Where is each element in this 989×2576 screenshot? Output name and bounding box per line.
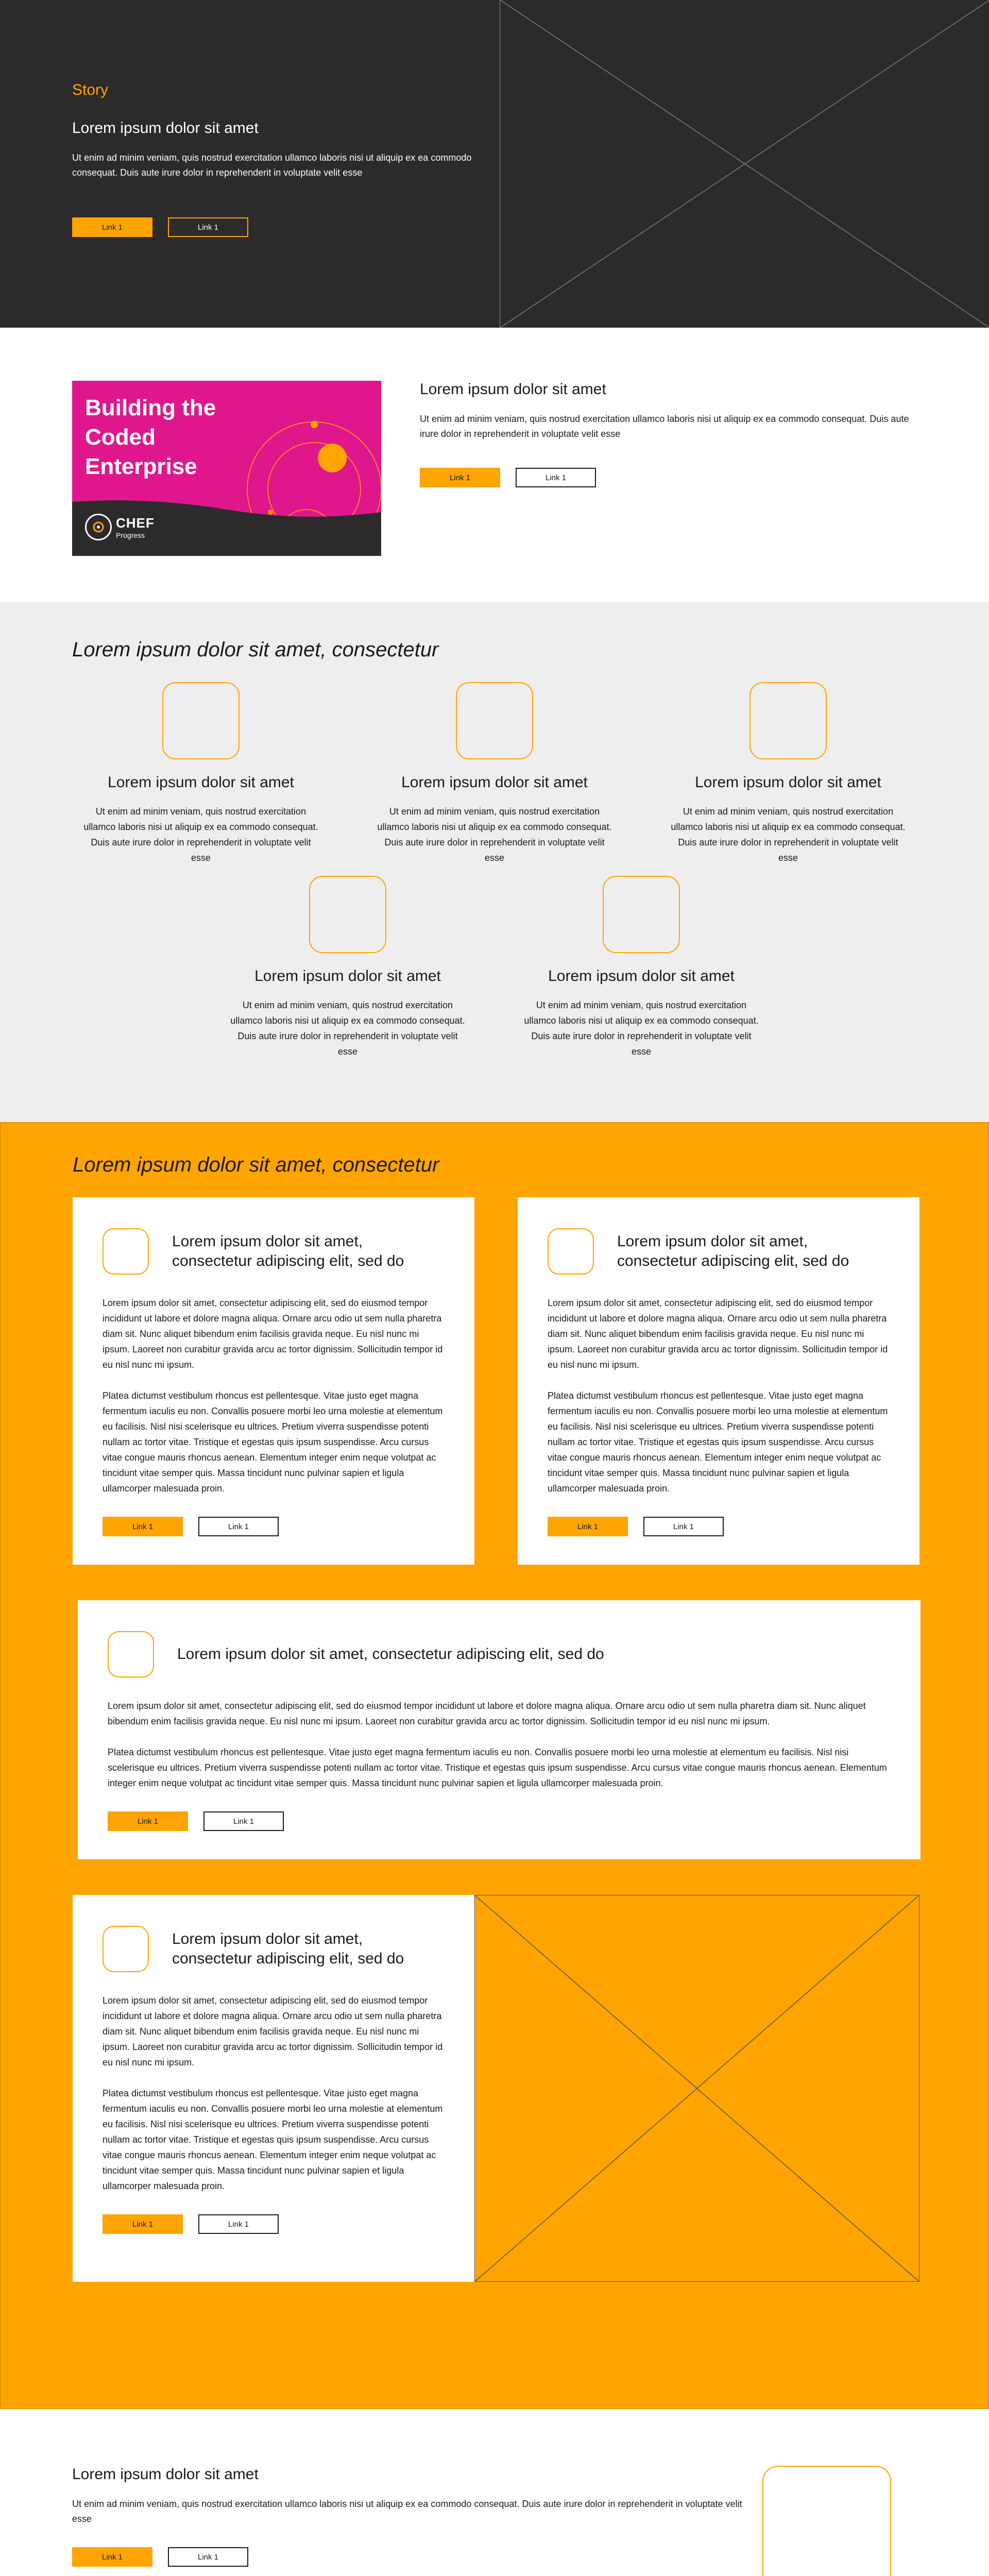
feature-title: Lorem ipsum dolor sit amet	[420, 381, 606, 398]
card-paragraph: Lorem ipsum dolor sit amet, consectetur adipiscing elit, sed do eiusmod tempor incididunt ut labore et dolore magna aliqua. Ornare arcu odio ut sem nulla pharetra diam sit. Nunc aliquet bibendum enim facilisis gravida neque. Eu nisl nunc mi ipsum. Laoreet non curabitur gravida arcu ac tortor dignissim. Sollicitudin tempor id eu nisl nunc mi ipsum.	[108, 1701, 866, 1726]
card-header	[108, 1631, 891, 1677]
icon-grid-item-text: Ut enim ad minim veniam, quis nostrud exercitation ullamco laboris nisi ut aliquip ex ea commodo consequat. Duis aute irure dolor in reprehenderit in voluptate velit esse	[230, 1000, 465, 1057]
hero-content	[0, 0, 500, 328]
card-title: Lorem ipsum dolor sit amet, consectetur adipiscing elit, sed do	[172, 1233, 404, 1269]
content-card	[518, 1197, 919, 1565]
card-header	[103, 1926, 445, 1972]
card-link-secondary[interactable]: Link 1	[203, 1811, 284, 1831]
placeholder-icon	[603, 876, 680, 953]
chef-wordmark	[116, 515, 155, 539]
card-header	[103, 1228, 445, 1275]
cta-section	[0, 2409, 989, 2576]
chef-mark-icon	[85, 514, 112, 540]
feature-text: Ut enim ad minim veniam, quis nostrud exercitation ullamco laboris nisi ut aliquip ex ea commodo consequat. Duis aute irure dolor in reprehenderit in voluptate velit esse	[420, 414, 909, 439]
hero-image-placeholder	[500, 0, 989, 328]
feature-banner-title: Building the Coded Enterprise	[85, 395, 216, 479]
feature-buttons	[420, 468, 925, 487]
icon-grid-row	[0, 682, 989, 866]
media-image-placeholder	[474, 1895, 919, 2282]
card-row	[1, 1197, 988, 1565]
placeholder-icon	[762, 2466, 891, 2576]
hero-eyebrow: Story	[72, 81, 109, 98]
orange-heading: Lorem ipsum dolor sit amet, consectetur	[73, 1154, 439, 1176]
card-paragraph: Platea dictumst vestibulum rhoncus est pellentesque. Vitae justo eget magna fermentum iaculis eu non. Convallis posuere morbi leo urna molestie at elementum eu facilisis. Nisl nisi scelerisque eu ultrices. Pretium viverra suspendisse potenti nullam ac tortor vitae. Tristique et egestas quis ipsum suspendisse. Arcu cursus vitae congue mauris rhoncus aenean. Elementum integer enim neque volutpat ac tincidunt vitae semper quis. Massa tincidunt nunc pulvinar sapien et ligula ullamcorper malesuada proin.	[548, 1391, 888, 1494]
icon-grid-item-text: Ut enim ad minim veniam, quis nostrud exercitation ullamco laboris nisi ut aliquip ex ea commodo consequat. Duis aute irure dolor in reprehenderit in voluptate velit esse	[83, 806, 318, 863]
feature-content	[420, 381, 925, 602]
icon-grid-item-text: Ut enim ad minim veniam, quis nostrud exercitation ullamco laboris nisi ut aliquip ex ea commodo consequat. Duis aute irure dolor in reprehenderit in voluptate velit esse	[377, 806, 612, 863]
placeholder-icon	[749, 682, 827, 759]
placeholder-cross-icon	[500, 0, 989, 328]
placeholder-icon	[108, 1631, 154, 1677]
media-card-row	[73, 1895, 988, 2282]
icon-grid-section	[0, 602, 989, 1122]
icon-grid-item-text: Ut enim ad minim veniam, quis nostrud exercitation ullamco laboris nisi ut aliquip ex ea commodo consequat. Duis aute irure dolor in reprehenderit in voluptate velit esse	[524, 1000, 759, 1057]
placeholder-icon	[309, 876, 386, 953]
card-link-primary[interactable]: Link 1	[108, 1811, 188, 1831]
card-buttons	[108, 1811, 891, 1831]
feature-section	[0, 328, 989, 602]
cta-title: Lorem ipsum dolor sit amet	[72, 2466, 259, 2483]
icon-grid-row	[0, 876, 989, 1059]
placeholder-icon	[548, 1228, 594, 1275]
feature-link-secondary[interactable]: Link 1	[516, 468, 596, 487]
wide-content-card	[78, 1600, 920, 1859]
card-paragraph: Platea dictumst vestibulum rhoncus est pellentesque. Vitae justo eget magna fermentum iaculis eu non. Convallis posuere morbi leo urna molestie at elementum eu facilisis. Nisl nisi scelerisque eu ultrices. Pretium viverra suspendisse potenti nullam ac tortor vitae. Tristique et egestas quis ipsum suspendisse. Arcu cursus vitae congue mauris rhoncus aenean. Elementum integer enim neque volutpat ac tincidunt vitae semper quis. Massa tincidunt nunc pulvinar sapien et ligula ullamcorper malesuada proin.	[108, 1747, 887, 1788]
icon-grid-item-title: Lorem ipsum dolor sit amet	[695, 774, 881, 791]
cta-content	[72, 2466, 762, 2576]
chef-logo	[85, 514, 155, 540]
icon-grid-item	[494, 876, 788, 1059]
placeholder-icon	[456, 682, 533, 759]
chef-sub: Progress	[116, 531, 145, 539]
card-buttons	[103, 2214, 445, 2234]
hero-section	[0, 0, 989, 328]
feature-link-primary[interactable]: Link 1	[420, 468, 500, 487]
card-title: Lorem ipsum dolor sit amet, consectetur adipiscing elit, sed do	[177, 1646, 604, 1663]
icon-grid-item-title: Lorem ipsum dolor sit amet	[548, 968, 735, 985]
card-title: Lorem ipsum dolor sit amet, consectetur adipiscing elit, sed do	[172, 1930, 404, 1967]
card-paragraph: Lorem ipsum dolor sit amet, consectetur adipiscing elit, sed do eiusmod tempor incididunt ut labore et dolore magna aliqua. Ornare arcu odio ut sem nulla pharetra diam sit. Nunc aliquet bibendum enim facilisis gravida neque. Eu nisl nunc mi ipsum. Laoreet non curabitur gravida arcu ac tortor dignissim. Sollicitudin tempor id eu nisl nunc mi ipsum.	[103, 1995, 443, 2067]
hero-title: Lorem ipsum dolor sit amet	[72, 120, 259, 137]
card-paragraph: Platea dictumst vestibulum rhoncus est pellentesque. Vitae justo eget magna fermentum iaculis eu non. Convallis posuere morbi leo urna molestie at elementum eu facilisis. Nisl nisi scelerisque eu ultrices. Pretium viverra suspendisse potenti nullam ac tortor vitae. Tristique et egestas quis ipsum suspendisse. Arcu cursus vitae congue mauris rhoncus aenean. Elementum integer enim neque volutpat ac tincidunt vitae semper quis. Massa tincidunt nunc pulvinar sapien et ligula ullamcorper malesuada proin.	[103, 1391, 443, 1494]
card-buttons	[103, 1517, 445, 1536]
card-link-primary[interactable]: Link 1	[103, 2214, 183, 2234]
content-card	[73, 1197, 474, 1565]
icon-grid-item-title: Lorem ipsum dolor sit amet	[108, 774, 294, 791]
icon-grid-item	[54, 682, 348, 866]
cta-text: Ut enim ad minim veniam, quis nostrud exercitation ullamco laboris nisi ut aliquip ex ea commodo consequat. Duis aute irure dolor in reprehenderit in voluptate velit esse	[72, 2499, 742, 2524]
icon-grid-item	[641, 682, 935, 866]
feature-banner-image	[72, 381, 381, 556]
hero-text: Ut enim ad minim veniam, quis nostrud exercitation ullamco laboris nisi ut aliquip ex ea commodo consequat. Duis aute irure dolor in reprehenderit in voluptate velit esse	[72, 152, 472, 178]
card-buttons	[548, 1517, 890, 1536]
cta-buttons	[72, 2547, 762, 2567]
orange-cards-section	[0, 1122, 989, 2409]
card-title: Lorem ipsum dolor sit amet, consectetur adipiscing elit, sed do	[617, 1233, 849, 1269]
placeholder-icon	[103, 1228, 149, 1275]
hero-link-secondary[interactable]: Link 1	[168, 217, 248, 237]
icon-grid-item-text: Ut enim ad minim veniam, quis nostrud exercitation ullamco laboris nisi ut aliquip ex ea commodo consequat. Duis aute irure dolor in reprehenderit in voluptate velit esse	[671, 806, 906, 863]
icon-grid-item	[201, 876, 494, 1059]
content-card	[73, 1895, 474, 2282]
icon-grid-item	[348, 682, 641, 866]
placeholder-icon	[162, 682, 240, 759]
placeholder-icon	[103, 1926, 149, 1972]
card-header	[548, 1228, 890, 1275]
card-paragraph: Lorem ipsum dolor sit amet, consectetur adipiscing elit, sed do eiusmod tempor incididunt ut labore et dolore magna aliqua. Ornare arcu odio ut sem nulla pharetra diam sit. Nunc aliquet bibendum enim facilisis gravida neque. Eu nisl nunc mi ipsum. Laoreet non curabitur gravida arcu ac tortor dignissim. Sollicitudin tempor id eu nisl nunc mi ipsum.	[103, 1298, 443, 1370]
card-link-primary[interactable]: Link 1	[548, 1517, 628, 1536]
hero-link-primary[interactable]: Link 1	[72, 217, 152, 237]
card-paragraph: Platea dictumst vestibulum rhoncus est pellentesque. Vitae justo eget magna fermentum iaculis eu non. Convallis posuere morbi leo urna molestie at elementum eu facilisis. Nisl nisi scelerisque eu ultrices. Pretium viverra suspendisse potenti nullam ac tortor vitae. Tristique et egestas quis ipsum suspendisse. Arcu cursus vitae congue mauris rhoncus aenean. Elementum integer enim neque volutpat ac tincidunt vitae semper quis. Massa tincidunt nunc pulvinar sapien et ligula ullamcorper malesuada proin.	[103, 2088, 443, 2191]
card-link-secondary[interactable]: Link 1	[198, 2214, 279, 2234]
hero-buttons	[72, 217, 500, 237]
cta-link-secondary[interactable]: Link 1	[168, 2547, 248, 2567]
icon-grid-item-title: Lorem ipsum dolor sit amet	[254, 968, 441, 985]
card-link-secondary[interactable]: Link 1	[198, 1517, 279, 1536]
card-paragraph: Lorem ipsum dolor sit amet, consectetur adipiscing elit, sed do eiusmod tempor incididunt ut labore et dolore magna aliqua. Ornare arcu odio ut sem nulla pharetra diam sit. Nunc aliquet bibendum enim facilisis gravida neque. Eu nisl nunc mi ipsum. Laoreet non curabitur gravida arcu ac tortor dignissim. Sollicitudin tempor id eu nisl nunc mi ipsum.	[548, 1298, 888, 1370]
chef-name: CHEF	[116, 515, 155, 531]
card-link-primary[interactable]: Link 1	[103, 1517, 183, 1536]
card-link-secondary[interactable]: Link 1	[643, 1517, 724, 1536]
placeholder-cross-icon	[475, 1895, 919, 2281]
icon-grid-heading: Lorem ipsum dolor sit amet, consectetur	[72, 638, 439, 661]
icon-grid-item-title: Lorem ipsum dolor sit amet	[401, 774, 588, 791]
cta-link-primary[interactable]: Link 1	[72, 2547, 152, 2567]
